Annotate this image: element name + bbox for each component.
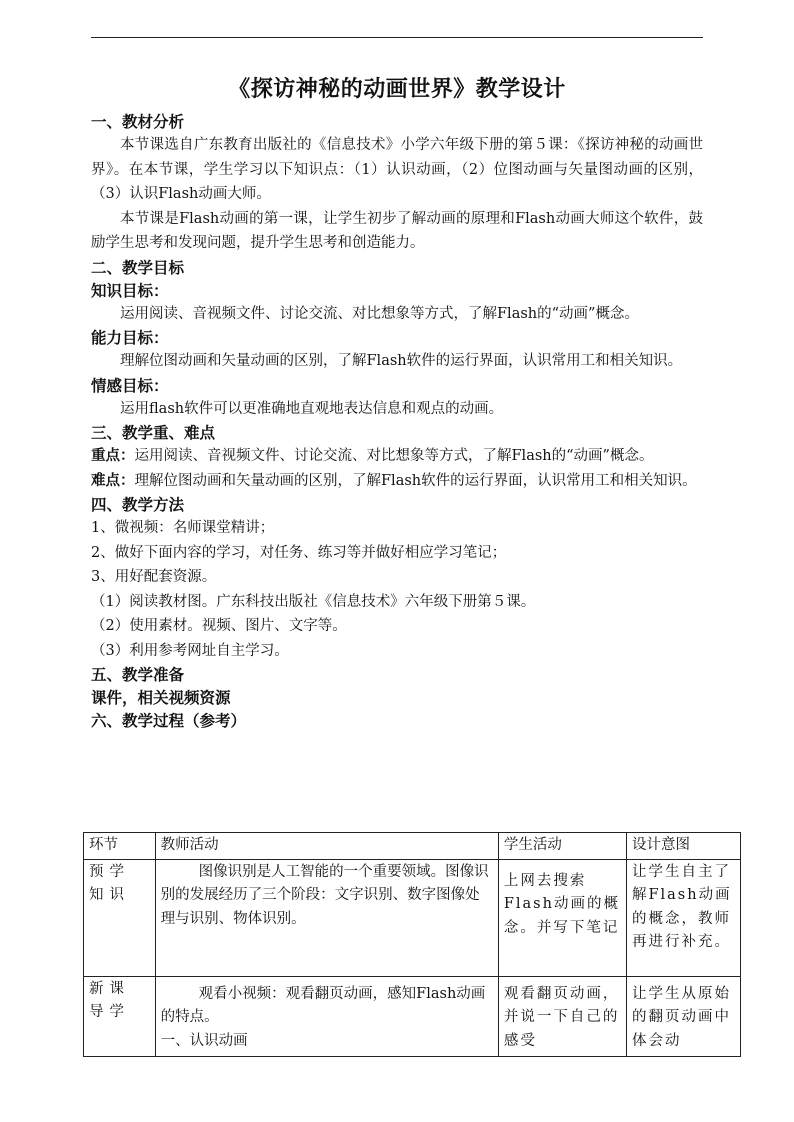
- document-title: 《探访神秘的动画世界》教学设计: [228, 76, 566, 102]
- student-activity-cell: 观看翻页动画，并说一下自己的感受: [498, 976, 626, 1056]
- ability-objective-text: 理解位图动画和矢量动画的区别，了解Flash软件的运行界面，认识常用工和相关知识。: [120, 353, 683, 369]
- method-item-1: 1、微视频：名师课堂精讲；: [91, 520, 275, 536]
- table-row: [84, 859, 741, 976]
- teacher-activity-cell: [155, 976, 498, 1056]
- design-intent-cell: 让学生从原始的翻页动画中体会动: [626, 976, 740, 1056]
- knowledge-objective-text: 运用阅读、音视频文件、讨论交流、对比想象等方式，了解Flash的“动画”概念。: [120, 305, 639, 322]
- teacher-activity-subheading: 一、认识动画: [160, 1032, 248, 1049]
- stage-cell: 预学知识: [84, 859, 156, 976]
- section-heading-key-points: 三、教学重、难点: [91, 423, 216, 442]
- student-activity-cell: 上网去搜索Flash动画的概念。并写下笔记: [498, 859, 626, 976]
- table-header-row: [84, 833, 741, 860]
- header-teacher-activity: 教师活动: [155, 833, 498, 860]
- method-item-3: 3、用好配套资源。: [91, 569, 217, 585]
- difficulty-label: 难点：: [91, 471, 135, 489]
- header-student-activity: 学生活动: [498, 833, 626, 860]
- section-heading-process: 六、教学过程（参考）: [91, 711, 247, 730]
- key-point-text: 运用阅读、音视频文件、讨论交流、对比想象等方式，了解Flash的“动画”概念。: [134, 448, 654, 464]
- teacher-activity-text: 观看小视频：观看翻页动画，感知Flash动画的特点。: [160, 985, 486, 1025]
- stage-cell: 新课导学: [84, 976, 156, 1056]
- difficulty-text: 理解位图动画和矢量动画的区别，了解Flash软件的运行界面，认识常用工和相关知识。: [134, 472, 697, 489]
- difficulty-paragraph: [91, 469, 703, 494]
- key-point-paragraph: [91, 444, 703, 469]
- table-row: [84, 976, 741, 1056]
- method-subitem-1: （1）阅读教材图。广东科技出版社《信息技术》六年级下册第５课。: [91, 593, 536, 610]
- teacher-activity-cell: [155, 859, 498, 976]
- emotion-objective-label: 情感目标：: [91, 375, 169, 395]
- preparation-text: 课件，相关视频资源: [91, 688, 231, 707]
- analysis-paragraph-2: 本节课是Flash动画的第一课，让学生初步了解动画的原理和Flash动画大师这个软件，鼓励学生思考和发现问题，提升学生思考和创造能力。: [91, 210, 703, 251]
- header-stage: 环节: [84, 833, 156, 860]
- teacher-activity-text: 图像识别是人工智能的一个重要领域。图像识别的发展经历了三个阶段：文字识别、数字图像处理与识别、物体识别。: [160, 863, 489, 927]
- method-subitem-2: （2）使用素材。视频、图片、文字等。: [91, 618, 347, 634]
- section-heading-preparation: 五、教学准备: [91, 665, 185, 684]
- section-heading-objectives: 二、教学目标: [91, 257, 185, 277]
- key-point-label: 重点：: [91, 447, 135, 464]
- design-intent-cell: 让学生自主了解Flash动画的概念，教师再进行补充。: [626, 859, 740, 976]
- section-heading-analysis: 一、教材分析: [91, 112, 185, 131]
- section-heading-methods: 四、教学方法: [91, 495, 185, 514]
- analysis-paragraph-1: 本节课选自广东教育出版社的《信息技术》小学六年级下册的第５课：《探访神秘的动画世界》。在本节课，学生学习以下知识点：（1）认识动画，（2）位图动画与矢量图动画的区别，（3）认识Flash动画大师。: [91, 137, 703, 202]
- emotion-objective-text: 运用flash软件可以更准确地直观地表达信息和观点的动画。: [120, 400, 504, 417]
- method-subitem-3: （3）利用参考网址自主学习。: [91, 642, 289, 659]
- method-item-2: 2、做好下面内容的学习，对任务、练习等并做好相应学习笔记；: [91, 544, 507, 561]
- knowledge-objective-label: 知识目标：: [91, 280, 169, 300]
- header-design-intent: 设计意图: [626, 833, 740, 860]
- ability-objective-label: 能力目标：: [91, 328, 169, 347]
- teaching-process-table: [83, 832, 741, 1057]
- header-rule: [91, 37, 703, 38]
- document-body: [91, 72, 703, 732]
